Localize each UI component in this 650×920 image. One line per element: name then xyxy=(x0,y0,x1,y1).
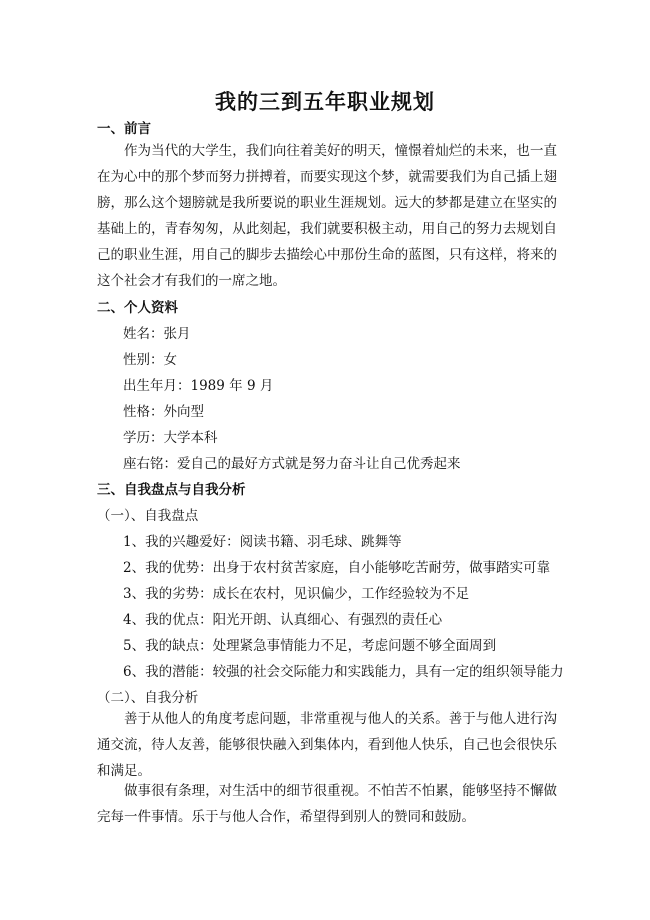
inventory-item: 3、我的劣势：成长在农村，见识偏少，工作经验较为不足 xyxy=(123,586,470,602)
section-heading-preface: 一、前言 xyxy=(97,121,151,137)
inventory-item: 1、我的兴趣爱好：阅读书籍、羽毛球、跳舞等 xyxy=(123,534,402,550)
subheading-analysis: （二）、自我分析 xyxy=(97,690,199,706)
section-heading-profile: 二、个人资料 xyxy=(97,300,178,316)
profile-education: 学历：大学本科 xyxy=(123,430,218,446)
inventory-item: 2、我的优势：出身于农村贫苦家庭，自小能够吃苦耐劳，做事踏实可靠 xyxy=(123,560,551,576)
subheading-inventory: （一）、自我盘点 xyxy=(97,508,199,524)
page-title: 我的三到五年职业规划 xyxy=(215,89,435,114)
analysis-paragraph-1: 善于从他人的角度考虑问题，非常重视与他人的关系。善于与他人进行沟通交流，待人友善，能够很快融入到集体内，看到他人快乐，自己也会很快乐和满足。 xyxy=(97,711,557,779)
inventory-item: 4、我的优点：阳光开朗、认真细心、有强烈的责任心 xyxy=(123,612,443,628)
inventory-item: 6、我的潜能：较强的社会交际能力和实践能力，具有一定的组织领导能力 xyxy=(123,664,564,680)
profile-gender: 性别：女 xyxy=(123,352,177,368)
profile-birth: 出生年月：1989 年 9 月 xyxy=(123,378,274,394)
analysis-paragraph-2: 做事很有条理，对生活中的细节很重视。不怕苦不怕累，能够坚持不懈做完每一件事情。乐于与他人合作，希望得到别人的赞同和鼓励。 xyxy=(97,783,557,825)
preface-paragraph: 作为当代的大学生，我们向往着美好的明天，憧憬着灿烂的未来，也一直在为心中的那个梦而努力拼搏着，而要实现这个梦，就需要我们为自己插上翅膀，那么这个翅膀就是我所要说的职业生涯规划。远大的梦都是建立在坚实的基础上的，青春匆匆，从此刻起，我们就要积极主动，用自己的努力去规划自己的职业生涯，用自己的脚步去描绘心中那份生命的蓝图，只有这样，将来的这个社会才有我们的一席之地。 xyxy=(97,143,557,289)
profile-motto: 座右铭：爱自己的最好方式就是努力奋斗让自己优秀起来 xyxy=(123,456,461,472)
inventory-item: 5、我的缺点：处理紧急事情能力不足，考虑问题不够全面周到 xyxy=(123,638,497,654)
profile-personality: 性格：外向型 xyxy=(123,404,204,420)
section-heading-self: 三、自我盘点与自我分析 xyxy=(97,482,246,498)
profile-name: 姓名：张月 xyxy=(123,326,191,342)
